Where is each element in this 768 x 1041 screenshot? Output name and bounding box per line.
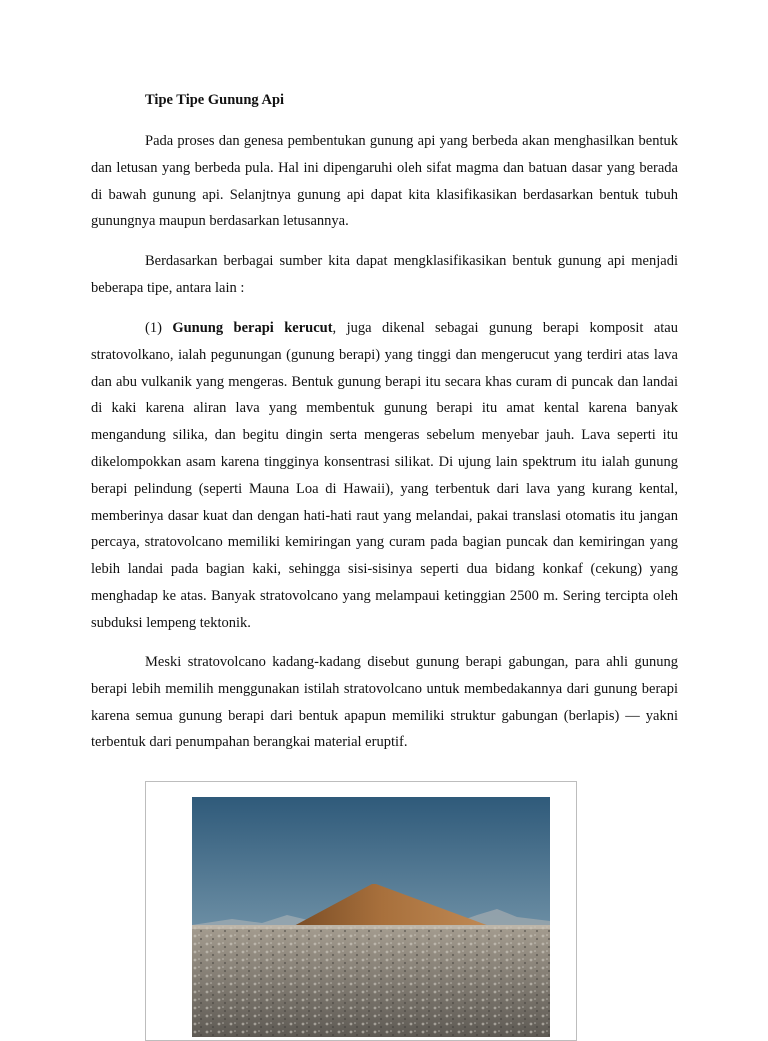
term-gunung-berapi-kerucut: Gunung berapi kerucut bbox=[172, 320, 333, 336]
list-number: (1) bbox=[145, 320, 173, 336]
volcano-photo bbox=[192, 797, 550, 1037]
section-title: Tipe Tipe Gunung Api bbox=[145, 92, 285, 108]
ground-texture bbox=[192, 925, 550, 1037]
paragraph-stratovolcano bbox=[91, 315, 678, 637]
paragraph-intro: Pada proses dan genesa pembentukan gunung api yang berbeda akan menghasilkan bentuk dan letusan yang berbeda pula. Hal ini dipengaruhi oleh sifat magma dan batuan dasar yang berada di bawah gunung api. Selanjtnya gunung api dapat kita klasifikasikan berdasarkan bentuk tubuh gunungnya maupun berdasarkan letusannya. bbox=[91, 133, 678, 230]
paragraph-classification: Berdasarkan berbagai sumber kita dapat mengklasifikasikan bentuk gunung api menjadi beberapa tipe, antara lain : bbox=[91, 253, 678, 296]
figure-frame bbox=[145, 781, 577, 1041]
volcano-photo-illustration bbox=[192, 797, 550, 1037]
horizon-line bbox=[192, 925, 550, 929]
paragraph-stratovolcano-body: , juga dikenal sebagai gunung berapi komposit atau stratovolkano, ialah pegunungan (gunung berapi) yang tinggi dan mengerucut yang terdiri atas lava dan abu vulkanik yang mengeras. Bentuk gunung berapi itu secara khas curam di puncak dan landai di kaki karena aliran lava yang membentuk gunung berapi itu amat kental karena banyak mengandung silika, dan begitu dingin serta mengeras sebelum menyebar jauh. Lava seperti itu dikelompokkan asam karena tingginya konsentrasi silikat. Di ujung lain spektrum itu ialah gunung berapi pelindung (seperti Mauna Loa di Hawaii), yang terbentuk dari lava yang kurang kental, memberinya dasar kuat dan dengan hati-hati raut yang melandai, pakai translasi otomatis itu jangan percaya, stratovolcano memiliki kemiringan yang curam pada bagian puncak dan kemiringan yang lebih landai pada bagian kaki, sehingga sisi-sisinya seperti dua bidang konkaf (cekung) yang menghadap ke atas. Banyak stratovolcano yang melampaui ketinggian 2500 m. Sering tercipta oleh subduksi lempeng tektonik. bbox=[91, 320, 678, 631]
paragraph-stratovolcano-note: Meski stratovolcano kadang-kadang disebut gunung berapi gabungan, para ahli gunung berapi lebih memilih menggunakan istilah stratovolcano untuk membedakannya dari gunung berapi karena semua gunung berapi dari bentuk apapun memiliki struktur gabungan (berlapis) — yakni terbentuk dari penumpahan berangkai material eruptif. bbox=[91, 654, 678, 751]
